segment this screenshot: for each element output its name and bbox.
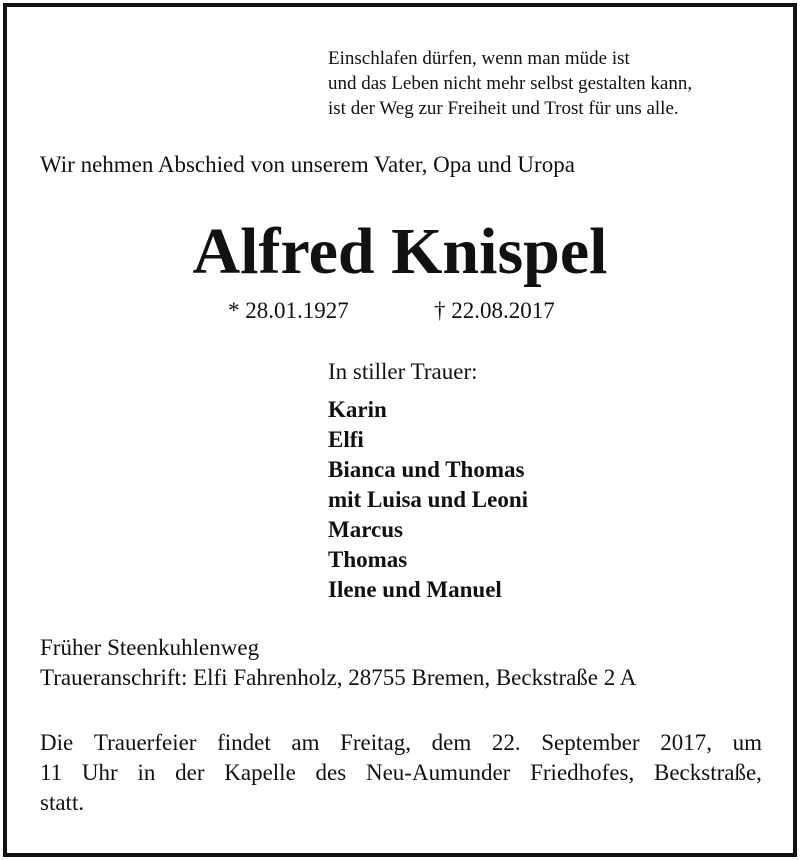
service-word: Trauerfeier <box>93 730 197 755</box>
intro-text: Wir nehmen Abschied von unserem Vater, Opa und Uropa <box>40 152 575 177</box>
mourners-list <box>328 395 528 605</box>
service-word: Freitag, <box>340 730 411 755</box>
service-word: dem <box>431 730 472 755</box>
death-date: † 22.08.2017 <box>434 298 555 323</box>
mourner-name: Ilene und Manuel <box>328 577 502 602</box>
former-address: Früher Steenkuhlenweg <box>40 635 260 660</box>
poem-line: und das Leben nicht mehr selbst gestalten kann, <box>328 73 693 94</box>
service-word: Friedhofes, <box>530 760 635 785</box>
funeral-service-notice <box>40 728 762 818</box>
service-word: 11 <box>40 760 63 785</box>
service-word: 2017, <box>660 730 712 755</box>
service-word: September <box>541 730 640 755</box>
mourner-name: mit Luisa und Leoni <box>328 487 529 512</box>
service-word: in <box>137 760 156 785</box>
mourner-name: Thomas <box>328 547 408 572</box>
service-word: Kapelle <box>224 760 296 785</box>
service-word: des <box>315 760 347 785</box>
service-word: um <box>732 730 762 755</box>
service-word: Beckstraße, <box>654 760 762 785</box>
poem-line: ist der Weg zur Freiheit und Trost für uns alle. <box>328 98 679 119</box>
mourning-label: In stiller Trauer: <box>328 359 478 384</box>
mourner-name: Karin <box>328 397 387 422</box>
poem <box>328 46 692 121</box>
service-word: Uhr <box>81 760 118 785</box>
service-word: am <box>291 730 320 755</box>
mourner-name: Elfi <box>328 427 364 452</box>
service-line-2 <box>40 758 762 788</box>
service-word: der <box>175 760 205 785</box>
service-line-1 <box>40 728 762 758</box>
mourner-name: Bianca und Thomas <box>328 457 525 482</box>
deceased-name: Alfred Knispel <box>192 215 608 288</box>
service-word: Neu-Aumunder <box>365 760 511 785</box>
poem-line: Einschlafen dürfen, wenn man müde ist <box>328 48 630 69</box>
service-word: Die <box>40 730 74 755</box>
birth-date: * 28.01.1927 <box>228 298 349 323</box>
service-word: findet <box>217 730 271 755</box>
mourning-address: Traueranschrift: Elfi Fahrenholz, 28755 Bremen, Beckstraße 2 A <box>40 665 637 690</box>
service-line-3: statt. <box>40 790 85 815</box>
service-word: 22. <box>491 730 521 755</box>
mourner-name: Marcus <box>328 517 403 542</box>
